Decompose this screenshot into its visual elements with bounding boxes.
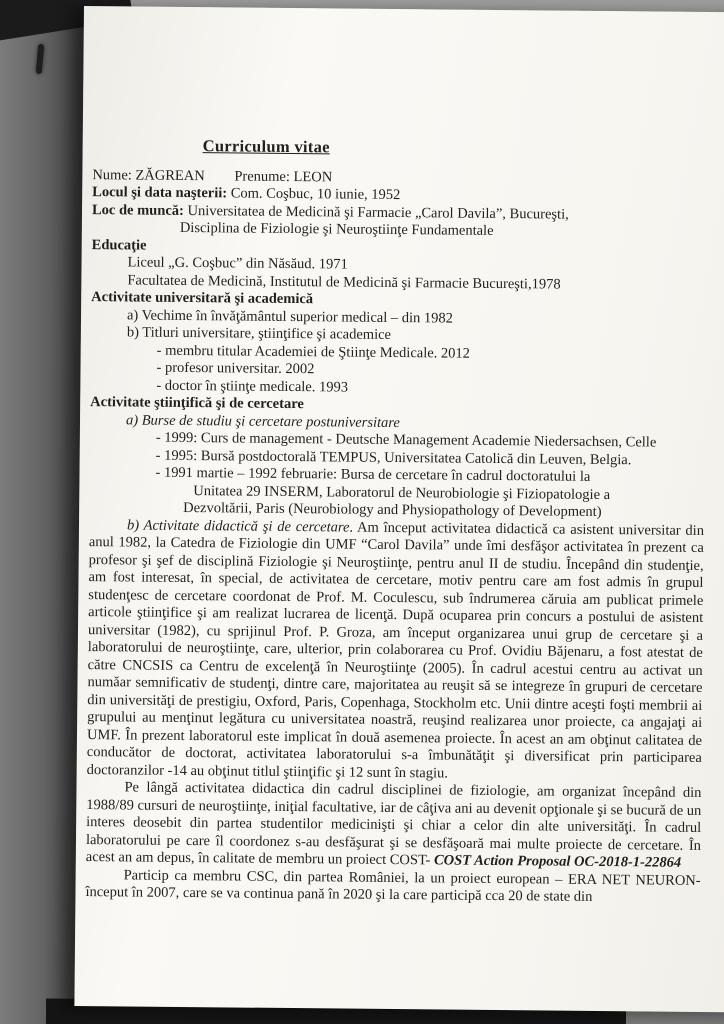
cv-page [74, 6, 724, 1013]
surname-value: LEON [293, 168, 333, 185]
teaching-research-text: . Am început activitatea didactică ca asistent universitar din anul 1982, la Catedra de Fiziologie din UMF “Carol Davila” unde îmi desfăşor activitatea în prezent ca profesor şi şef de disciplină Fiziologie şi Neuroştiinţe, pentru anul II de studiu. Începând din studenţie, am fost interesat, în special, de activitatea de cercetare, motiv pentru care am fost admis în grupul studenţesc de cercetare coordonat de Prof. M. Coculescu, sub îndrumerea căruia am publicat primele articole ştiinţifice şi am realizat lucrarea de licenţă. După ocuparea prin concurs a postului de asistent universitar (1982), cu sprijinul Prof. P. Groza, am început organizarea unui grup de cercetare şi a laboratorului de neuroştiinţe, care, ulterior, prin colaborarea cu Prof. Ovidiu Băjenaru, a fost atestat de către CNCSIS ca Centru de excelenţă în Neuroştiinţe (2005). În cadrul acestui centru au activat un număar semnificativ de studenţi, dintre care, majoritatea au reuşit să se integreze în grupuri de cercetare din universităţi de prestigiu, Oxford, Paris, Copenhaga, Stockholm etc. Unii dintre aceşti foşti membrii ai grupului au menţinut legătura cu universitatea noastră, reuşind realizarea unor proiecte, ca angajaţi ai UMF. În prezent laboratorul este implicat în două asemenea proiecte. În acest an am obţinut calitatea de conducător de doctorat, activitatea laboratorului s-a îmbunătăţit şi diversificat prin participarea doctoranzilor -14 au obţinut titlul ştiinţific şi 12 sunt în stagiu. [86, 519, 705, 782]
title-item-academy-member: - membru titular Academiei de Ştiinţe Medicale. 2012 [156, 342, 471, 362]
birthplace-value: Com. Coşbuc, 10 iunie, 1952 [230, 185, 401, 204]
grant-item-1999: - 1999: Curs de management - Deutsche Management Academie Niedersachsen, Celle [155, 429, 657, 451]
academic-heading: Activitate universitară şi academică [91, 289, 314, 308]
grant-continuation-1: Unitatea 29 INSERM, Laboratorul de Neurobiologie şi Fiziopatologie a [193, 482, 611, 503]
education-heading: Educaţie [91, 236, 147, 254]
research-heading: Activitate ştiinţifică şi de cercetare [90, 394, 304, 413]
birthplace-label: Locul şi data naşterii: [92, 184, 228, 202]
grant-item-1991: - 1991 martie – 1992 februarie: Bursa de cercetare în cadrul doctoratului la [155, 464, 591, 485]
title-item-doctor: - doctor în ştiinţe medicale. 1993 [156, 377, 349, 396]
title-item-professor: - profesor universitar. 2002 [156, 359, 315, 378]
courses-paragraph [86, 779, 702, 872]
cost-action-reference: COST Action Proposal OC-2018-1-22864 [433, 852, 682, 871]
name-value: ZĂGREAN [135, 167, 205, 184]
workplace-line-2: Disciplina de Fiziologie şi Neuroştiinţe Fundamentale [179, 219, 494, 239]
document-title: Curriculum vitae [202, 136, 330, 157]
education-item-highschool: Liceul „G. Coşbuc” din Năsăud. 1971 [127, 254, 348, 273]
grant-item-1995: - 1995: Bursă postdoctorală TEMPUS, Universitatea Catolică din Leuven, Belgia. [155, 447, 632, 468]
era-net-paragraph: Particip ca membru CSC, din partea României, la un proiect european – ERA NET NEURON- început în 2007, care se va continua pană în 2020 şi la care participă cca 20 de state din [85, 866, 701, 905]
titles-line: b) Titluri universitare, ştiinţifice şi academice [126, 324, 392, 343]
seniority-line: a) Vechime în învăţământul superior medical – din 1982 [126, 306, 454, 327]
name-label: Nume: [92, 166, 132, 183]
courses-text: Pe lângă activitatea didactica din cadrul disciplinei de fiziologie, am organizat începând din 1988/89 cursuri de neuroştiinţe, iniţial facultative, iar de câţiva ani au devenit opţionale şi se bucură de un interes deosebit din partea studentilor medicinişti şi chiar a celor din alte universităţi. În cadrul laboratorului pe care îl coordonez s-au desfăşurat şi se desfăşoară mai multe proiecte de cercetare. În acest an am depus, în calitate de membru un proiect COST- [85, 779, 702, 869]
teaching-research-paragraph [87, 517, 704, 785]
grants-heading: a) Burse de studiu şi cercetare postuniversitare [125, 411, 400, 431]
teaching-research-lead: b) Activitate didactică şi de cercetare [126, 516, 350, 536]
surname-label: Prenume: [234, 167, 291, 185]
workplace-label: Loc de muncă: [91, 201, 184, 219]
workplace-value: Universitatea de Medicină şi Farmacie „Carol Davila”, Bucureşti, [187, 202, 569, 223]
education-item-university: Facultatea de Medicină, Institutul de Medicină şi Farmacie Bucureşti,1978 [127, 271, 561, 293]
grant-continuation-2: Dezvoltării, Paris (Neurobiology and Physiopathology of Development) [183, 499, 602, 520]
